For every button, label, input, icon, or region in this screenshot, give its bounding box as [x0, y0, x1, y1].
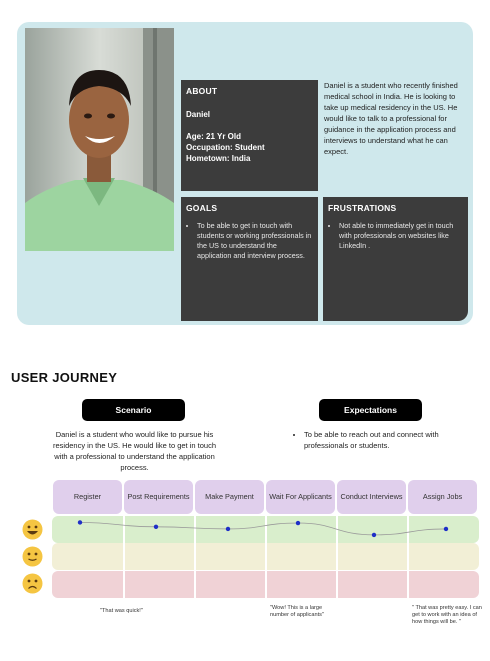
happy-face-icon [22, 519, 43, 540]
stage-wait-for-applicants: Wait For Applicants [266, 480, 335, 514]
about-panel [181, 80, 318, 191]
emotion-point-3 [226, 527, 230, 531]
emotion-point-1 [78, 520, 82, 524]
frustration-item: • Not able to immediately get in touch with professionals on websites like LinkedIn . [339, 221, 463, 251]
quote-register: "That was quick!" [100, 608, 143, 614]
emotion-point-6 [444, 527, 448, 531]
emotion-curve-line [80, 522, 446, 534]
persona-name: Daniel [186, 110, 211, 119]
persona-age: Age: 21 Yr Old [186, 132, 241, 141]
emotion-point-5 [372, 533, 376, 537]
stage-post-requirements: Post Requirements [124, 480, 193, 514]
frustrations-panel [323, 197, 468, 321]
expectations-text [293, 429, 463, 451]
emotion-point-2 [154, 525, 158, 529]
goals-heading: GOALS [186, 203, 218, 213]
frustrations-list [328, 221, 463, 251]
sad-face-icon [22, 573, 43, 594]
persona-occupation: Occupation: Student [186, 143, 265, 152]
goals-panel [181, 197, 318, 321]
neutral-face-icon [22, 546, 43, 567]
quote-assign-jobs: " That was pretty easy. I can get to work with an idea of how things will be. " [412, 605, 482, 625]
expectations-label: Expectations [319, 399, 422, 421]
expectation-item: • To be able to reach out and connect with professionals or students. [304, 429, 463, 451]
stage-register: Register [53, 480, 122, 514]
quote-wait-for-applicants: "Wow! This is a large number of applicants" [270, 605, 324, 618]
goal-item: • To be able to get in touch with students or working professionals in the US to understand the application and interview process. [197, 221, 313, 261]
emotion-curve [52, 516, 479, 543]
about-heading: ABOUT [186, 86, 218, 96]
persona-intro: Daniel is a student who recently finished medical school in India. He is looking to take up medical residency in the US. He would like to talk to a professional for guidance in the application process and interviews to understand what he can expect. [324, 81, 458, 156]
persona-photo [25, 28, 174, 251]
emotion-point-4 [296, 521, 300, 525]
scenario-label: Scenario [82, 399, 185, 421]
user-journey-title: USER JOURNEY [11, 370, 118, 385]
scenario-text: Daniel is a student who would like to pursue his residency in the US. He would like to get in touch with a professional to understand the application process. [52, 430, 216, 472]
stage-make-payment: Make Payment [195, 480, 264, 514]
stage-assign-jobs: Assign Jobs [408, 480, 477, 514]
persona-hometown: Hometown: India [186, 154, 251, 163]
stage-conduct-interviews: Conduct Interviews [337, 480, 406, 514]
frustrations-heading: FRUSTRATIONS [328, 203, 397, 213]
goals-list [186, 221, 313, 261]
persona-facts [186, 131, 313, 164]
